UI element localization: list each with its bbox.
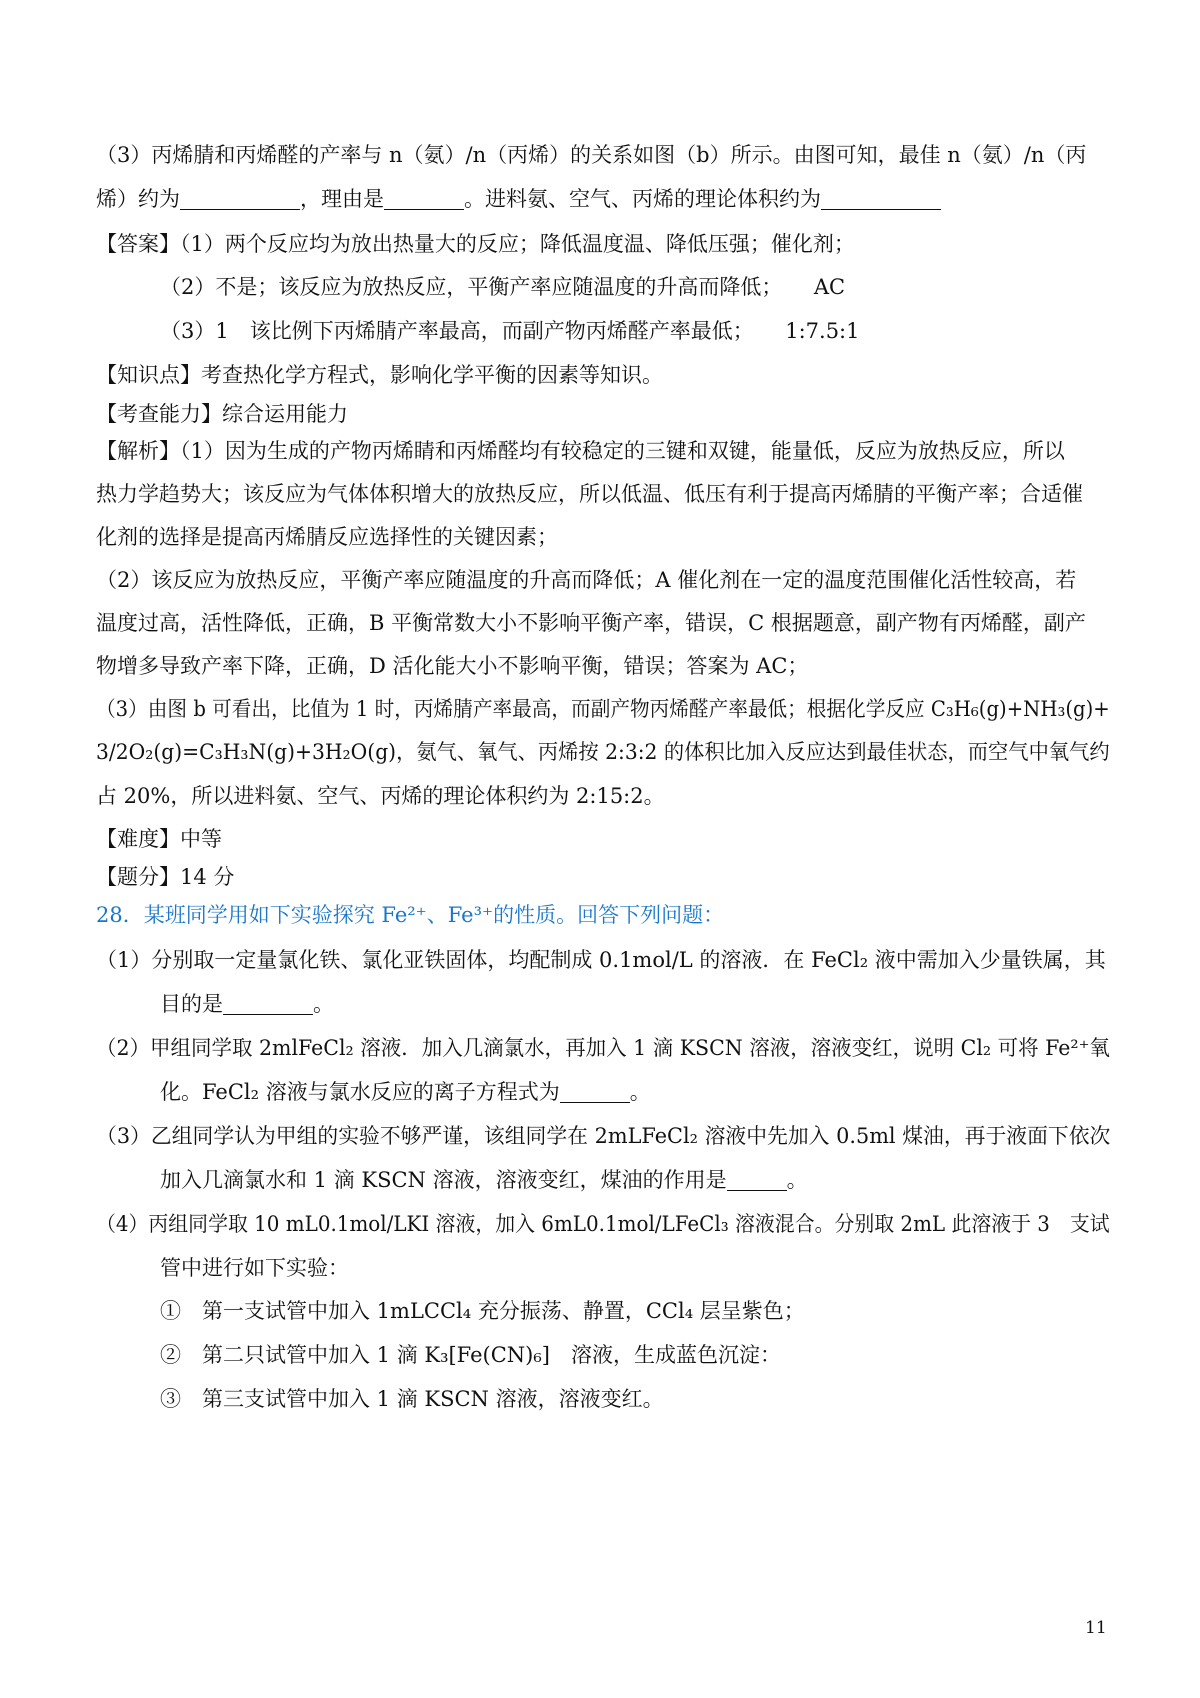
knowledge-point: 【知识点】考查热化学方程式，影响化学平衡的因素等知识。 <box>96 363 663 387</box>
difficulty: 【难度】中等 <box>96 827 222 851</box>
answer-line-2: （2）不是；该反应为放热反应，平衡产率应随温度的升高而降低； AC <box>160 275 846 299</box>
q28-part-2-line-2: 化。FeCl₂ 溶液与氯水反应的离子方程式为 。 <box>160 1080 651 1104</box>
q28-part-4-line-1: （4）丙组同学取 10 mL0.1mol/LKI 溶液，加入 6mL0.1mol/LFeCl₃ 溶液混合。分别取 2mL 此溶液于 3 支试 <box>96 1212 1110 1236</box>
answer-blank <box>560 1080 630 1103</box>
q28-part-1-line-1: （1）分别取一定量氯化铁、氯化亚铁固体，均配制成 0.1mol/L 的溶液．在 FeCl₂ 液中需加入少量铁属，其 <box>96 948 1106 972</box>
question-3-line-1: （3）丙烯腈和丙烯醛的产率与 n（氨）/n（丙烯）的关系如图（b）所示。由图可知，最佳 n（氨）/n（丙 <box>96 143 1087 167</box>
q28-part-2-line-1: （2）甲组同学取 2mlFeCl₂ 溶液．加入几滴氯水，再加入 1 滴 KSCN 溶液，溶液变红，说明 Cl₂ 可将 Fe²⁺氧 <box>96 1036 1110 1060</box>
analysis-line-3: 化剂的选择是提高丙烯腈反应选择性的关键因素； <box>96 525 558 549</box>
answer-blank <box>727 1168 787 1191</box>
q28-part-3-line-2: 加入几滴氯水和 1 滴 KSCN 溶液，溶液变红，煤油的作用是 。 <box>160 1168 808 1192</box>
analysis-line-1: 【解析】（1）因为生成的产物丙烯睛和丙烯醛均有较稳定的三键和双键，能量低，反应为放热反应，所以 <box>96 439 1065 463</box>
analysis-line-7: （3）由图 b 可看出，比值为 1 时，丙烯腈产率最高，而副产物丙烯醛产率最低；根据化学反应 C₃H₆(g)+NH₃(g)+ <box>96 697 1110 721</box>
q28-part-3-line-1: （3）乙组同学认为甲组的实验不够严谨，该组同学在 2mLFeCl₂ 溶液中先加入 0.5ml 煤油，再于液面下依次 <box>96 1124 1111 1148</box>
page-number: 11 <box>1085 1618 1107 1638</box>
ability-tested: 【考查能力】综合运用能力 <box>96 402 348 426</box>
step-2: ② 第二只试管中加入 1 滴 K₃[Fe(CN)₆] 溶液，生成蓝色沉淀： <box>160 1343 781 1367</box>
q28-part-1-line-2: 目的是 。 <box>160 992 334 1016</box>
analysis-line-8: 3/2O₂(g)=C₃H₃N(g)+3H₂O(g)，氨气、氧气、丙烯按 2:3:2 的体积比加入反应达到最佳状态，而空气中氧气约 <box>96 740 1110 764</box>
q28-part-4-line-2: 管中进行如下实验： <box>160 1256 349 1280</box>
analysis-line-9: 占 20%，所以进料氨、空气、丙烯的理论体积约为 2:15:2。 <box>96 784 665 808</box>
answer-blank <box>821 187 941 210</box>
analysis-line-6: 物增多导致产率下降，正确，D 活化能大小不影响平衡，错误；答案为 AC； <box>96 654 809 678</box>
answer-line-3: （3）1 该比例下丙烯腈产率最高，而副产物丙烯醛产率最低； 1:7.5:1 <box>160 319 860 343</box>
analysis-line-2: 热力学趋势大；该反应为气体体积增大的放热反应，所以低温、低压有利于提高丙烯腈的平衡产率；合适催 <box>96 482 1083 506</box>
score: 【题分】14 分 <box>96 865 235 889</box>
answer-blank <box>180 187 300 210</box>
answer-line-1: 【答案】（1）两个反应均为放出热量大的反应；降低温度温、降低压强；催化剂； <box>96 232 855 256</box>
step-3: ③ 第三支试管中加入 1 滴 KSCN 溶液，溶液变红。 <box>160 1387 664 1411</box>
analysis-line-4: （2）该反应为放热反应，平衡产率应随温度的升高而降低；A 催化剂在一定的温度范围催化活性较高，若 <box>96 568 1077 592</box>
analysis-line-5: 温度过高，活性降低，正确，B 平衡常数大小不影响平衡产率，错误，C 根据题意，副产物有丙烯醛，副产 <box>96 611 1086 635</box>
answer-blank <box>384 187 464 210</box>
step-1: ① 第一支试管中加入 1mLCCl₄ 充分振荡、静置，CCl₄ 层呈紫色； <box>160 1299 805 1323</box>
question-3-line-2: 烯）约为 ，理由是 。进料氨、空气、丙烯的理论体积约为 <box>96 184 941 214</box>
answer-blank <box>223 992 313 1015</box>
question-28-title: 28．某班同学用如下实验探究 Fe²⁺、Fe³⁺的性质。回答下列问题： <box>96 903 725 927</box>
